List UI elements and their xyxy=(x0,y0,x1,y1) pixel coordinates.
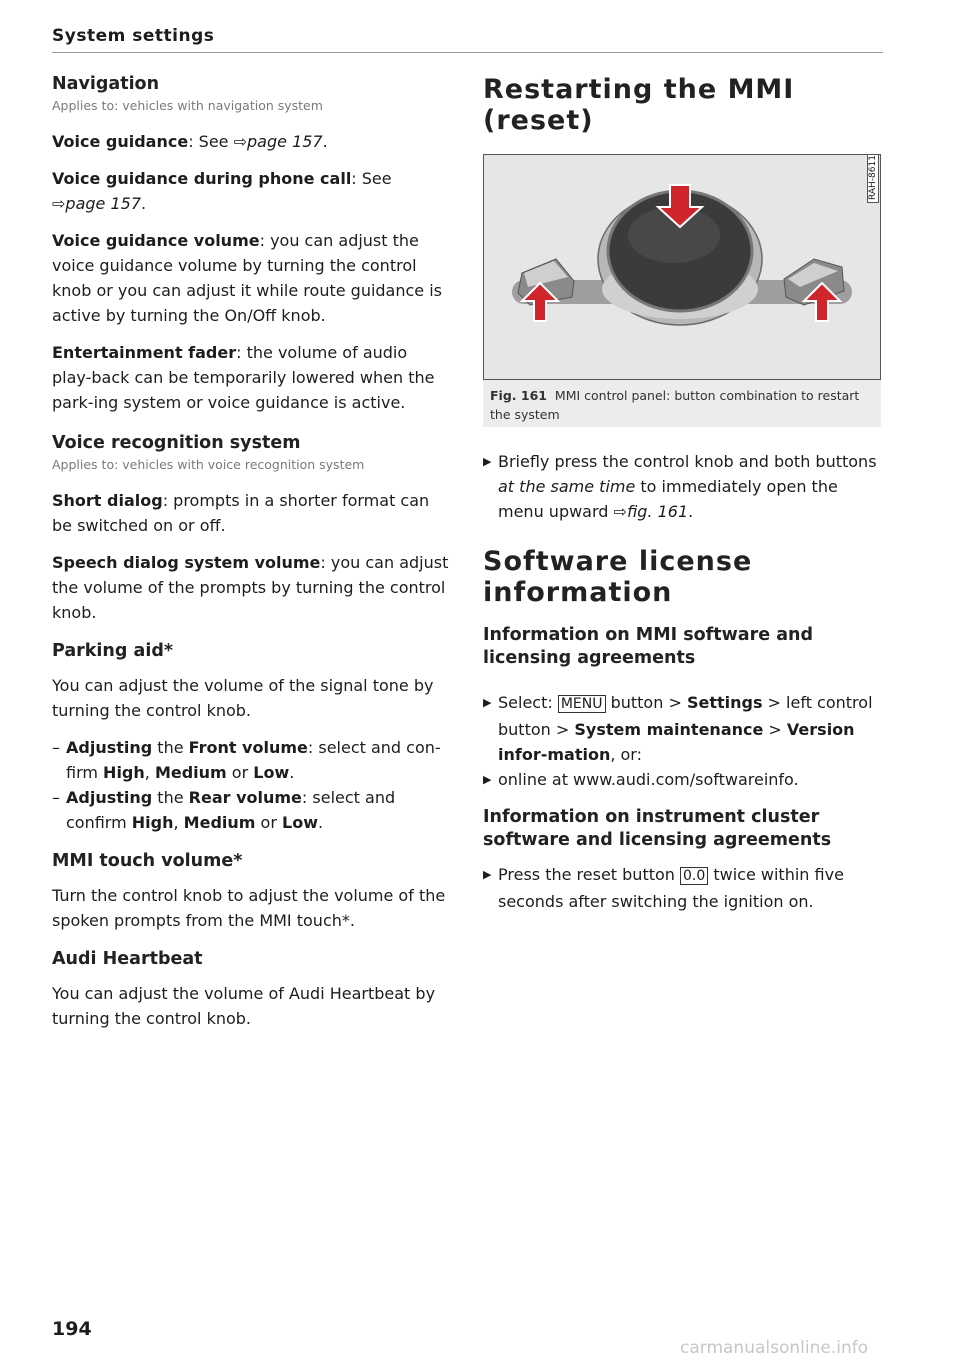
voice-phone-ref-link[interactable]: ⇨page 157 xyxy=(52,194,141,213)
speech-volume-label: Speech dialog system volume xyxy=(52,553,321,572)
restart-heading: Restarting the MMI (reset) xyxy=(483,74,795,136)
fader-label: Entertainment fader xyxy=(52,343,237,362)
voice-guidance-para: Voice guidance: See ⇨page 157. xyxy=(52,132,328,151)
reset-button: 0.0 xyxy=(680,867,708,885)
list-item: – Adjusting the Front volume: select and con-firm High, Medium or Low. xyxy=(52,738,441,782)
navigation-applies: Applies to: vehicles with navigation system xyxy=(52,98,323,113)
bullet-triangle-icon: ▶ xyxy=(483,868,492,881)
voice-volume-text: : you can adjust the voice guidance volume by turning the control knob or you can adjust it while route guidance is active by turning the On/Off knob. xyxy=(52,231,443,325)
fader-para xyxy=(52,340,450,415)
figure-label: Fig. 161 xyxy=(490,388,547,403)
fig-ref-link[interactable]: ⇨fig. 161 xyxy=(613,502,689,521)
page-number: 194 xyxy=(52,1318,92,1340)
watermark: carmanualsonline.info xyxy=(680,1338,869,1358)
menu-button: MENU xyxy=(558,695,606,713)
mmi-touch-heading: MMI touch volume* xyxy=(52,851,243,871)
voice-guidance-text: : See xyxy=(188,132,234,151)
parking-list xyxy=(52,735,450,835)
online-step: ▶ online at www.audi.com/softwareinfo. xyxy=(483,767,881,792)
short-dialog-text: : prompts in a shorter format can be switched on or off. xyxy=(52,491,430,535)
restart-step: ▶ Briefly press the control knob and both buttons at the same time to immediately open the menu upward ⇨fig. 161. xyxy=(483,449,881,524)
header-title: System settings xyxy=(52,26,215,46)
short-dialog-para xyxy=(52,488,450,538)
page-header xyxy=(52,26,883,53)
navigation-heading: Navigation xyxy=(52,74,160,94)
figure-caption-text: MMI control panel: button combination to restart the system xyxy=(490,388,860,422)
figure-caption xyxy=(483,380,881,427)
figure-161 xyxy=(483,154,881,427)
select-step: ▶ Select: MENU button > Settings > left control button > System maintenance > Version infor-mation, or: xyxy=(483,690,881,767)
parking-heading: Parking aid* xyxy=(52,641,173,661)
list-item: – Adjusting the Rear volume: select and confirm High, Medium or Low. xyxy=(52,788,396,832)
figure-ref-code: RAH-8611 xyxy=(865,157,879,203)
bullet-triangle-icon: ▶ xyxy=(483,455,492,468)
voice-guidance-ref-link[interactable]: ⇨page 157 xyxy=(233,132,323,151)
license-heading: Software license information xyxy=(483,546,753,608)
voice-phone-text: : See xyxy=(351,169,392,188)
speech-volume-para xyxy=(52,550,450,625)
voice-guidance-label: Voice guidance xyxy=(52,132,189,151)
cluster-license-heading: Information on instrument cluster software and licensing agreements xyxy=(483,807,832,850)
mmi-touch-text: Turn the control knob to adjust the volume of the spoken prompts from the MMI touch*. xyxy=(52,886,446,930)
right-column xyxy=(483,74,881,914)
press-step: ▶ Press the reset button 0.0 twice within five seconds after switching the ignition on. xyxy=(483,862,881,914)
parking-text: You can adjust the volume of the signal tone by turning the control knob. xyxy=(52,676,434,720)
mmi-illustration xyxy=(484,155,880,379)
voice-recognition-applies: Applies to: vehicles with voice recognition system xyxy=(52,457,365,472)
voice-volume-label: Voice guidance volume xyxy=(52,231,260,250)
voice-phone-label: Voice guidance during phone call xyxy=(52,169,352,188)
bullet-triangle-icon: ▶ xyxy=(483,773,492,786)
mmi-control-panel-image xyxy=(483,154,881,380)
speech-volume-text: : you can adjust the volume of the prompts by turning the control knob. xyxy=(52,553,449,622)
heartbeat-heading: Audi Heartbeat xyxy=(52,949,203,969)
short-dialog-label: Short dialog xyxy=(52,491,163,510)
bullet-triangle-icon: ▶ xyxy=(483,696,492,709)
mmi-license-heading: Information on MMI software and licensing agreements xyxy=(483,625,814,668)
left-column xyxy=(52,74,450,1043)
heartbeat-text: You can adjust the volume of Audi Heartbeat by turning the control knob. xyxy=(52,984,436,1028)
voice-recognition-heading: Voice recognition system xyxy=(52,433,301,453)
voice-phone-para: Voice guidance during phone call: See ⇨page 157. xyxy=(52,169,392,213)
voice-volume-para xyxy=(52,228,450,328)
fader-text: : the volume of audio play-back can be temporarily lowered when the park-ing system or voice guidance is active. xyxy=(52,343,435,412)
